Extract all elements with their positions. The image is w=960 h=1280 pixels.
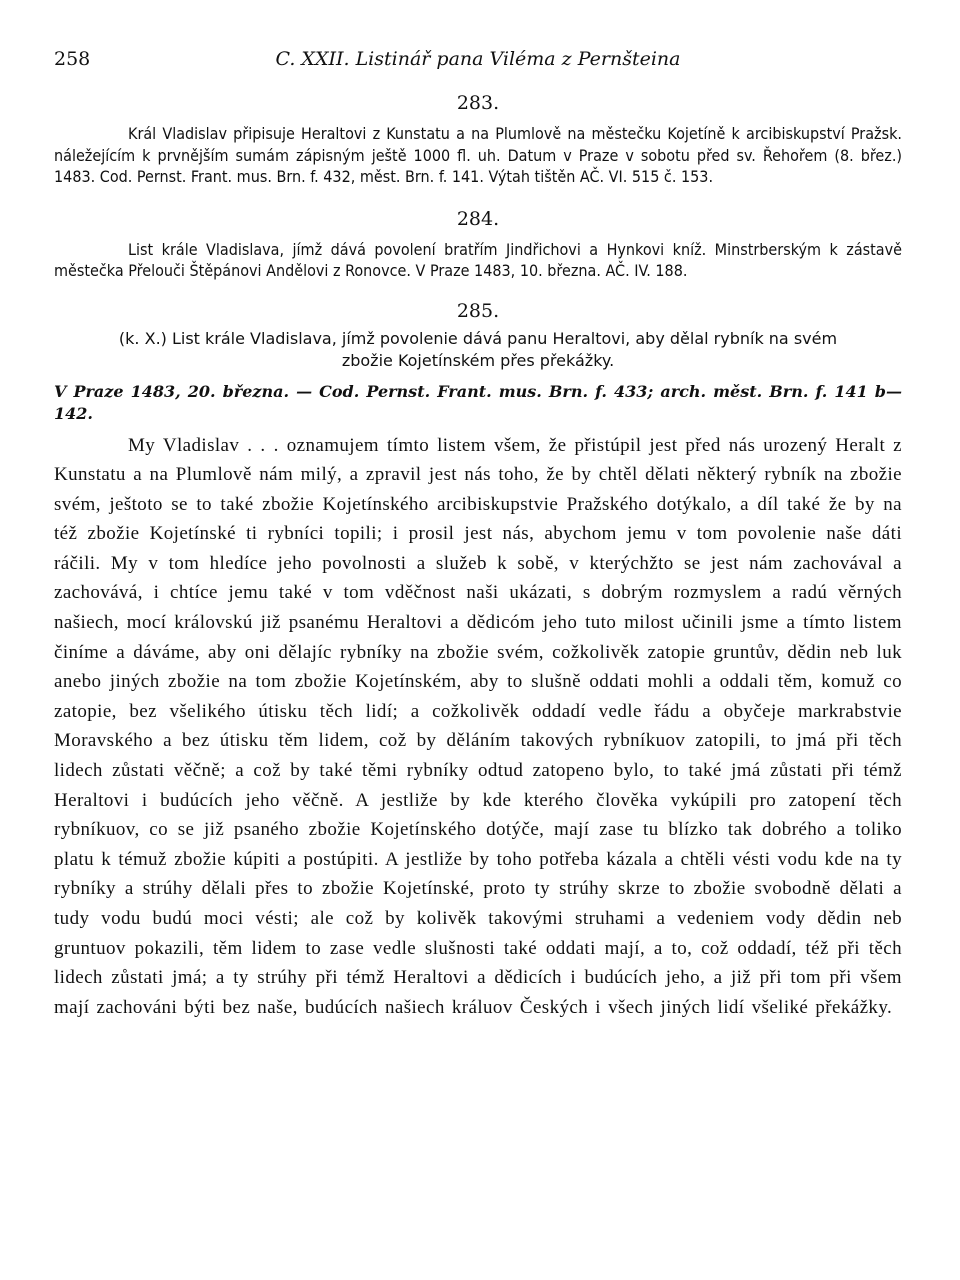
entry-number-283: 283.: [456, 92, 500, 114]
entry-number-284: 284.: [456, 207, 500, 230]
entry-source-285: V Praze 1483, 20. března. — Cod. Pernst. Frant. mus. Brn. f. 433; arch. měst. Brn. f. 141 b—142.: [54, 381, 902, 423]
page-header: [54, 46, 902, 76]
running-title: C. XXII. Listinář pana Viléma z Pernšteina: [275, 48, 681, 70]
entry-heading-285-line2: zbožie Kojetínském přes překážky.: [341, 350, 615, 370]
entry-text-285: My Vladislav . . . oznamujem tímto listem všem, že přistúpil jest před nás urozený Heralt z Kunstatu a na Plumlově nám milý, a zpravil jest nás toho, že by chtěl dělati některý rybník na zbožie svém, ještoto se to také zbožie Kojetínského arcibiskupstvie Pražského dotýkalo, a díl také že by na též zbožie Kojetínské ti rybníci topili; i prosil jest nás, abychom jemu v tom povolenie naše dáti ráčili. My v tom hledíce jeho povolnosti a služeb k sobě, v kterýchžto se jest nám zachovával a zachovává, i chtíce jemu také v tom vděčnost naši ukázati, s dobrým rozmyslem a radú věrných našiech, mocí královskú již psanému Heraltovi a dědicóm jeho tuto milost učinili jsme a tímto listem činíme a dáváme, aby oni dělajíc rybníky na zbožie svém, cožkolivěk zatopie gruntův, dědin neb luk anebo jiných zbožie na tom zbožie Kojetínském, aby to slušně oddati mohli a oddali těm, komuž co zatopie, bez všelikého útisku těch lidí; a cožkolivěk oddadí vedle řádu a obyčeje markrabstvie Moravského a bez útisku těm lidem, což by děláním takových rybníkuov zatopili, to jmá při těch lidech zůstati věčně; a což by také těmi rybníky odtud zatopeno bylo, to také jmá zůstati při témž Heraltovi i budúcích jeho věčně. A jestliže by kde kterého člověka vykúpili pro zatopení těch rybníkuov, co se již psaného zbožie Kojetínského dotýče, mají zase tu blízko tak dobrého a toliko platu k témuž zbožie kúpiti a postúpiti. A jestliže by toho potřeba kázala a chtěli vésti vodu kde na ty rybníky a strúhy dělali přes to zbožie Kojetínské, proto ty strúhy skrze to zbožie svobodně dělati a tudy vodu budú moci vésti; ale což by kolivěk takovými struhami a vedeniem vody dědin neb gruntuov pokazili, těm lidem to zase vedle slušnosti také oddati mají, a to, což oddadí, též při těch lidech zůstati jmá; a ty strúhy při témž Heraltovi a dědicích i budúcích jeho, a již při tom při všem mají zachováni býti bez naše, budúcích našiech králuov Českých i všech jiných lidí všeliké překážky.: [54, 434, 902, 1018]
entry-regest-284: List krále Vladislava, jímž dává povolení bratřím Jindřichovi a Hynkovi kníž. Minstrberským k zástavě městečka Přelouči Štěpánovi Andělovi z Ronovce. V Praze 1483, 10. března. AČ. IV. 188.: [54, 239, 902, 280]
entry-number-285: 285.: [456, 299, 500, 322]
page-number: 258: [54, 48, 91, 70]
entry-heading-285-line1: (k. X.) List krále Vladislava, jímž povolenie dává panu Heraltovi, aby dělal rybník na svém: [118, 328, 838, 348]
document-page: [54, 46, 902, 1022]
entry-regest-283: Král Vladislav připisuje Heraltovi z Kunstatu a na Plumlově na městečku Kojetíně k arcibiskupství Pražsk. náležejícím k prvnějším sumám zápisným ještě 1000 fl. uh. Datum v Praze v sobotu před sv. Řehořem (8. břez.) 1483. Cod. Pernst. Frant. mus. Brn. f. 432, měst. Brn. f. 141. Výtah tištěn AČ. VI. 515 č. 153.: [54, 124, 902, 186]
